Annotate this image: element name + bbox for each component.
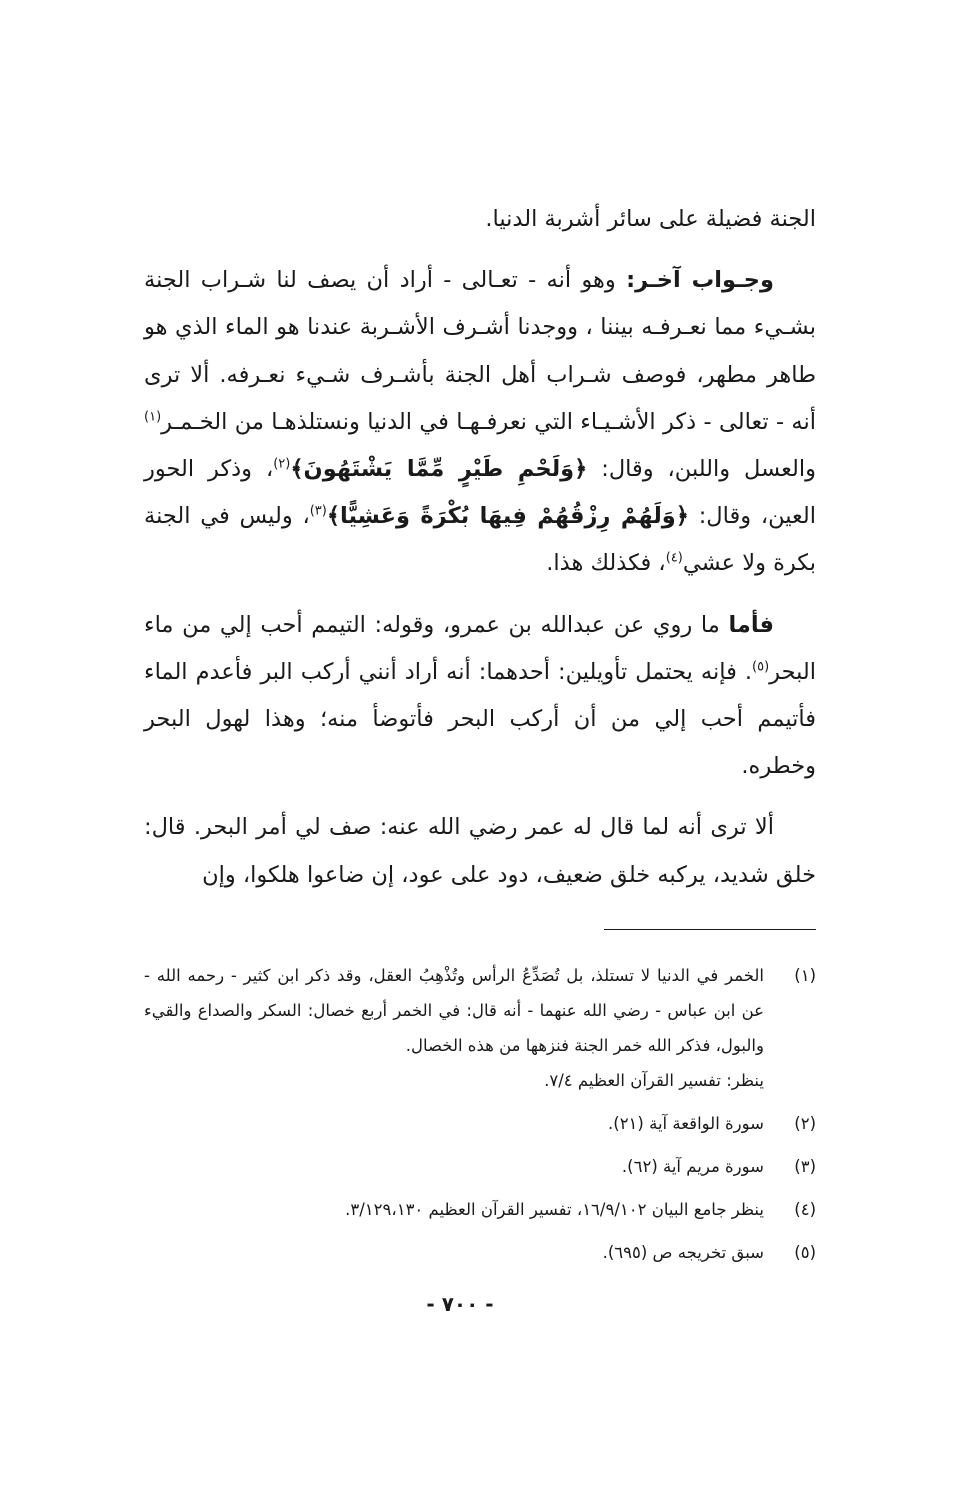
paragraph-3	[144, 602, 816, 791]
paragraph-2-text-c: ، وذكر الحور العين، وقال:	[144, 456, 817, 530]
footnote-5	[144, 1235, 816, 1270]
footnote-ref-4[interactable]: (٤)	[665, 550, 683, 566]
footnote-body	[144, 1149, 764, 1184]
paragraph-1: الجنة فضيلة على سائر أشربة الدنيا.	[485, 206, 816, 232]
footnote-line: ينظر: تفسير القرآن العظيم ٧/٤.	[544, 1071, 764, 1090]
paragraph-2-text-b: والعسل واللبن، وقال:	[587, 456, 816, 483]
paragraph-4: ألا ترى أنه لما قال له عمر رضي الله عنه: صف لي أمر البحر. قال: خلق شديد، يركبه خلق ضعيف، دود على عود، إن ضاعوا هلكوا، وإن	[144, 814, 816, 888]
paragraph-2	[144, 257, 816, 587]
footnote-body	[144, 958, 764, 1098]
footnote-number: (٥)	[794, 1243, 816, 1262]
paragraph-2-text-e: ، فكذلك هذا.	[546, 550, 666, 577]
paragraph-2-text-a: وهو أنه - تعـالى - أراد أن يصف لنا شـراب الجنة بشـيء مما نعـرفـه بيننا ، ووجدنا أشـرف الأشـربة عندنا هو الماء الذي هو طاهر مطهر، فوصف شـراب أهل الجنة بأشـرف شـيء نعـرفه. ألا ترى أنه - تعالى - ذكر الأشـيـاء التي نعرفـهـا في الدنيا ونستلذهـا من الخـمـر	[144, 267, 816, 435]
footnote-ref-2[interactable]: (٢)	[273, 456, 291, 472]
footnote-3	[144, 1149, 816, 1184]
footnote-number: (٢)	[794, 1114, 816, 1133]
footnote-number: (٤)	[794, 1200, 816, 1219]
footnote-number: (٣)	[794, 1157, 816, 1176]
main-text	[144, 196, 816, 913]
footnote-ref-5[interactable]: (٥)	[752, 659, 770, 675]
footnote-ref-3[interactable]: (٣)	[309, 503, 327, 519]
footnote-line: الخمر في الدنيا لا تستلذ، بل تُصَدِّعُ الرأس وتُذْهِبُ العقل، وقد ذكر ابن كثير - رحمه الله - عن ابن عباس - رضي الله عنهما - أنه قال: في الخمر أربع خصال: السكر والصداع والقيء والبول، فذكر الله خمر الجنة فنزهها من هذه الخصال.	[144, 966, 764, 1055]
footnotes	[144, 958, 816, 1278]
paragraph-3-text-a: ما روي عن عبدالله بن عمرو، وقوله: التيمم أحب إلي من ماء البحر	[144, 611, 816, 685]
footnote-body	[144, 1106, 764, 1141]
footnote-line: ينظر جامع البيان ١٦/٩/١٠٢، تفسير القرآن العظيم ٣/١٢٩،١٣٠.	[345, 1200, 764, 1219]
paragraph-3-text-b: . فإنه يحتمل تأويلين: أحدهما: أنه أراد أنني أركب البر فأعدم الماء فأتيمم أحب إلي من أن أركب البحر فأتوضأ منه؛ وهذا لهول البحر وخطره.	[144, 658, 816, 780]
footnote-1	[144, 958, 816, 1098]
quran-verse-2: ﴿وَلَهُمْ رِزْقُهُمْ فِيهَا بُكْرَةً وَعَشِيًّا﴾	[326, 503, 689, 530]
footnote-number: (١)	[794, 966, 816, 985]
footnote-4	[144, 1192, 816, 1227]
footnote-body	[144, 1192, 764, 1227]
paragraph-2-text-d: ، وليس في الجنة بكرة ولا عشي	[144, 503, 816, 577]
paragraph-2-lead: وجـواب آخـر:	[626, 267, 774, 294]
quran-verse-1: ﴿وَلَحْمِ طَيْرٍ مِّمَّا يَشْتَهُونَ﴾	[290, 456, 588, 483]
footnote-ref-1[interactable]: (١)	[144, 409, 162, 425]
footnote-2	[144, 1106, 816, 1141]
footnote-separator	[604, 929, 816, 930]
footnote-body	[144, 1235, 764, 1270]
footnote-line: سورة مريم آية (٦٢).	[621, 1157, 764, 1176]
page-number: - ٧٠٠ -	[426, 1292, 494, 1316]
footnote-line: سبق تخريجه ص (٦٩٥).	[602, 1243, 764, 1262]
footnote-line: سورة الواقعة آية (٢١).	[608, 1114, 764, 1133]
paragraph-3-lead: فأما	[728, 611, 774, 638]
